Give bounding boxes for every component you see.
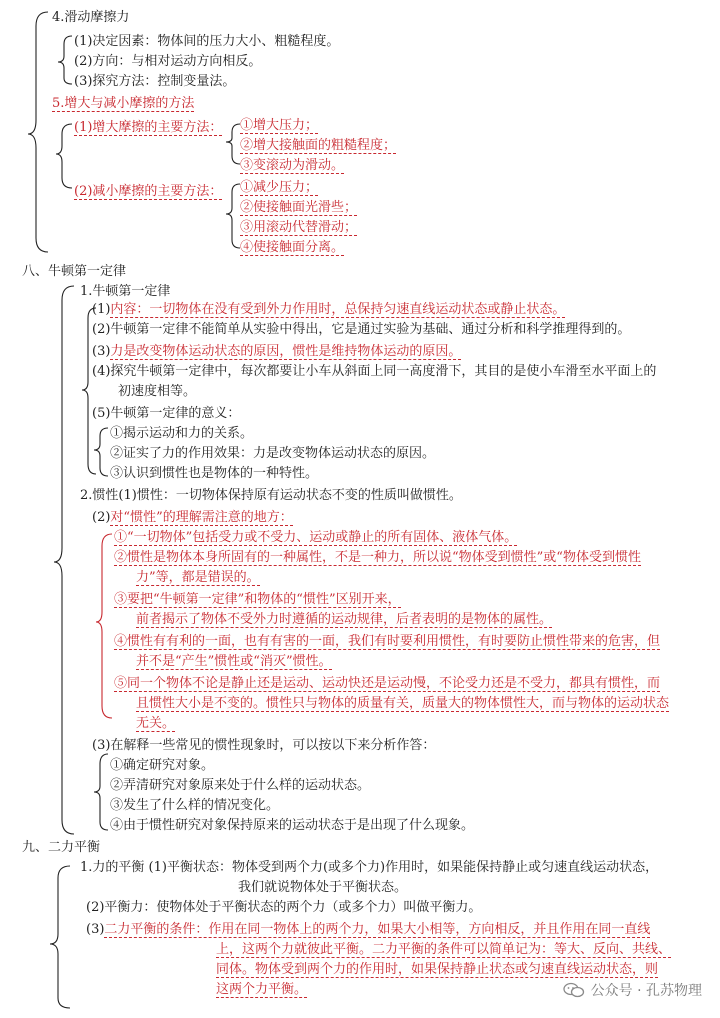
ch8-p1: (1)内容：一切物体在没有受到外力作用时，总保持匀速直线运动状态或静止状态。 (92, 302, 566, 317)
ch9-line-3: (3)二力平衡的条件：作用在同一物体上的两个力，如果大小相等，方向相反，并且作用在同一直线 (86, 922, 651, 937)
ch8-p3: (3)力是改变物体运动状态的原因，惯性是维持物体运动的原因。 (92, 344, 462, 359)
ch8-q3-item: ③发生了什么样的情况变化。 (110, 798, 280, 813)
ch8-q3-item: ④由于惯性研究对象保持原来的运动状态于是出现了什么现象。 (110, 818, 475, 833)
s5-decrease-item: ①减少压力； (240, 180, 319, 195)
ch8-p5-item: ③认识到惯性也是物体的一种特性。 (110, 466, 319, 481)
s5-increase-item: ②增大接触面的粗糙程度； (240, 138, 397, 153)
ch9-line-3-cont: 上，这两个力就彼此平衡。二力平衡的条件可以简单记为：等大、反向、共线、 (216, 942, 672, 957)
ch8-p2: (2)牛顿第一定律不能简单从实验中得出，它是通过实验为基础、通过分析和科学推理得到的。 (92, 322, 631, 337)
ch8-sub2: 2.惯性(1)惯性：一切物体保持原有运动状态不变的性质叫做惯性。 (80, 488, 462, 503)
s4-line-1: (1)决定因素：物体间的压力大小、粗糙程度。 (74, 34, 340, 49)
ch8-q3: (3)在解释一些常见的惯性现象时，可以按以下来分析作答： (92, 738, 436, 753)
ch8-title: 八、牛顿第一定律 (22, 264, 127, 279)
ch8-p5-item: ①揭示运动和力的关系。 (110, 426, 254, 441)
ch8-p4-cont: 初速度相等。 (118, 384, 197, 399)
s4-line-2: (2)方向：与相对运动方向相反。 (74, 54, 262, 69)
ch8-sub1: 1.牛顿第一定律 (80, 284, 171, 299)
s5-increase-item: ①增大压力； (240, 118, 319, 133)
ch8-q2-line: ③要把“牛顿第一定律”和物体的“惯性”区别开来， (114, 592, 401, 607)
ch8-q2-line: 力”等，都是错误的。 (136, 570, 260, 585)
s5-decrease-item: ③用滚动代替滑动； (240, 220, 358, 235)
ch8-q2-line: 前者揭示了物体不受外力时遵循的运动规律，后者表明的是物体的属性。 (136, 612, 553, 627)
watermark (563, 980, 702, 1000)
s5-decrease-item: ④使接触面分离。 (240, 240, 345, 255)
ch9-title: 九、二力平衡 (22, 840, 101, 855)
ch9-line-3-cont: 同体。物体受到两个力的作用时，如果保持静止状态或匀速直线运动状态，则 (216, 962, 659, 977)
ch9-line-2: (2)平衡力：使物体处于平衡状态的两个力（或多个力）叫做平衡力。 (86, 900, 482, 915)
s4-title: 4.滑动摩擦力 (52, 10, 130, 25)
s5-decrease-label: (2)减小摩擦的主要方法： (74, 184, 223, 199)
ch8-q3-item: ②弄清研究对象原来处于什么样的运动状态。 (110, 778, 371, 793)
ch8-p5-item: ②证实了力的作用效果：力是改变物体运动状态的原因。 (110, 446, 436, 461)
ch8-q2-line: ①“一切物体”包括受力或不受力、运动或静止的所有固体、液体气体。 (114, 530, 518, 545)
ch8-q2-line: ⑤同一个物体不论是静止还是运动、运动快还是运动慢，不论受力还是不受力，都具有惯性，而 (114, 676, 661, 691)
s5-increase-label: (1)增大摩擦的主要方法： (74, 120, 223, 135)
s4-line-3: (3)探究方法：控制变量法。 (74, 74, 236, 89)
ch8-p5: (5)牛顿第一定律的意义： (92, 406, 241, 421)
ch8-p4: (4)探究牛顿第一定律中，每次都要让小车从斜面上同一高度滑下，其目的是使小车滑至水平面上的 (92, 364, 657, 379)
ch8-q2-line: 并不是“产生”惯性或“消灭”惯性。 (136, 654, 332, 669)
ch8-q2-line: 且惯性大小是不变的。惯性只与物体的质量有关，质量大的物体惯性大，而与物体的运动状态 (136, 696, 670, 711)
ch9-line-3-cont: 这两个力平衡。 (216, 982, 308, 997)
s5-decrease-item: ②使接触面光滑些； (240, 200, 358, 215)
ch9-line-1: 1.力的平衡 (1)平衡状态：物体受到两个力(或多个力)作用时，如果能保持静止或匀速直线运动状态， (80, 860, 659, 875)
ch8-q2-line: 无关。 (136, 716, 176, 731)
wechat-icon (563, 982, 585, 998)
ch8-q2-line: ④惯性有有利的一面，也有有害的一面，我们有时要利用惯性，有时要防止惯性带来的危害，但 (114, 634, 661, 649)
ch8-q2-line: ②惯性是物体本身所固有的一种属性，不是一种力，所以说“物体受到惯性”或“物体受到惯性 (114, 550, 641, 565)
ch9-line-1-cont: 我们就说物体处于平衡状态。 (238, 880, 408, 895)
s5-increase-item: ③变滚动为滑动。 (240, 158, 345, 173)
ch8-q2: (2)对“惯性”的理解需注意的地方： (92, 510, 293, 525)
ch8-q3-item: ①确定研究对象。 (110, 758, 215, 773)
watermark-text: 公众号 · 孔苏物理 (590, 983, 702, 999)
s5-title: 5.增大与减小摩擦的方法 (52, 96, 195, 111)
